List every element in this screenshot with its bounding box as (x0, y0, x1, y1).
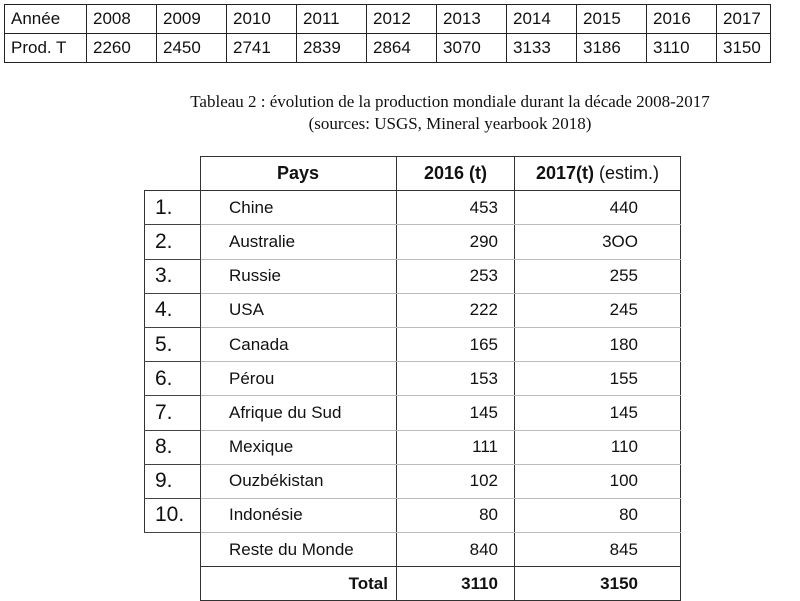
value-2016-cell: 290 (397, 225, 515, 259)
value-2017-cell: 145 (515, 396, 681, 430)
year-cell: 2014 (507, 5, 577, 34)
production-cell: 3133 (507, 34, 577, 63)
country-cell: Ouzbékistan (201, 464, 397, 498)
ranking-row (145, 191, 681, 225)
production-cell: 3110 (647, 34, 717, 63)
ranking-row (145, 498, 681, 532)
year-cell: 2013 (437, 5, 507, 34)
year-cell: 2008 (87, 5, 157, 34)
value-2016-cell: 253 (397, 259, 515, 293)
year-cell: 2016 (647, 5, 717, 34)
total-row (145, 567, 681, 601)
country-cell: Reste du Monde (201, 533, 397, 567)
total-2017-cell: 3150 (515, 567, 681, 601)
value-2016-cell: 80 (397, 498, 515, 532)
country-cell: Mexique (201, 430, 397, 464)
rank-header (145, 157, 201, 191)
rank-cell: 7. (145, 396, 201, 430)
rank-cell-empty (145, 533, 201, 567)
value-2016-cell: 840 (397, 533, 515, 567)
production-cell: 2741 (227, 34, 297, 63)
ranking-row (145, 362, 681, 396)
ranking-row (145, 430, 681, 464)
production-cell: 2260 (87, 34, 157, 63)
value-2017-cell: 845 (515, 533, 681, 567)
production-cell: 3186 (577, 34, 647, 63)
country-cell: Indonésie (201, 498, 397, 532)
value-2017-cell: 155 (515, 362, 681, 396)
production-cell: 2864 (367, 34, 437, 63)
value-2017-cell: 245 (515, 293, 681, 327)
value-2016-cell: 145 (397, 396, 515, 430)
estimate-note: (estim.) (599, 163, 660, 184)
country-cell: Canada (201, 327, 397, 361)
production-cell: 3150 (717, 34, 771, 63)
country-cell: Pérou (201, 362, 397, 396)
ranking-body (145, 191, 681, 533)
year-2017-header (515, 157, 681, 191)
value-2017-cell: 440 (515, 191, 681, 225)
rank-cell: 2. (145, 225, 201, 259)
ranking-row (145, 396, 681, 430)
value-2017-cell: 180 (515, 327, 681, 361)
production-table (4, 4, 771, 63)
rank-cell: 10. (145, 498, 201, 532)
rank-cell: 4. (145, 293, 201, 327)
value-2016-cell: 222 (397, 293, 515, 327)
country-cell: Afrique du Sud (201, 396, 397, 430)
ranking-row (145, 259, 681, 293)
rank-cell: 8. (145, 430, 201, 464)
rank-cell: 3. (145, 259, 201, 293)
year-cell: 2012 (367, 5, 437, 34)
value-2016-cell: 102 (397, 464, 515, 498)
year-row (5, 5, 771, 34)
year-2017-header-label: 2017(t) (535, 163, 594, 184)
table-source: (sources: USGS, Mineral yearbook 2018) (308, 114, 592, 133)
production-cell: 2839 (297, 34, 367, 63)
production-row (5, 34, 771, 63)
year-cell: 2015 (577, 5, 647, 34)
country-cell: USA (201, 293, 397, 327)
ranking-row (145, 293, 681, 327)
value-2017-cell: 80 (515, 498, 681, 532)
year-cell: 2010 (227, 5, 297, 34)
ranking-row (145, 225, 681, 259)
value-2016-cell: 165 (397, 327, 515, 361)
country-cell: Australie (201, 225, 397, 259)
value-2016-cell: 453 (397, 191, 515, 225)
value-2017-cell: 100 (515, 464, 681, 498)
ranking-row (145, 464, 681, 498)
year-2016-header: 2016 (t) (397, 157, 515, 191)
value-2017-cell: 110 (515, 430, 681, 464)
ranking-row (145, 327, 681, 361)
production-cell: 3070 (437, 34, 507, 63)
year-cell: 2009 (157, 5, 227, 34)
year-row-label: Année (5, 5, 87, 34)
production-cell: 2450 (157, 34, 227, 63)
production-row-label: Prod. T (5, 34, 87, 63)
table-caption: Tableau 2 : évolution de la production mondiale durant la décade 2008-2017 (190, 92, 710, 111)
value-2016-cell: 153 (397, 362, 515, 396)
total-label: Total (201, 567, 397, 601)
value-2017-cell: 255 (515, 259, 681, 293)
country-cell: Chine (201, 191, 397, 225)
ranking-header-row (145, 157, 681, 191)
total-2016-cell: 3110 (397, 567, 515, 601)
rest-of-world-row (145, 533, 681, 567)
year-cell: 2017 (717, 5, 771, 34)
value-2016-cell: 111 (397, 430, 515, 464)
rank-cell: 5. (145, 327, 201, 361)
rank-cell: 6. (145, 362, 201, 396)
country-cell: Russie (201, 259, 397, 293)
value-2017-cell: 3OO (515, 225, 681, 259)
year-cell: 2011 (297, 5, 367, 34)
country-ranking-table (144, 156, 681, 601)
rank-cell: 9. (145, 464, 201, 498)
rank-cell: 1. (145, 191, 201, 225)
rank-cell-empty (145, 567, 201, 601)
country-header: Pays (201, 157, 397, 191)
